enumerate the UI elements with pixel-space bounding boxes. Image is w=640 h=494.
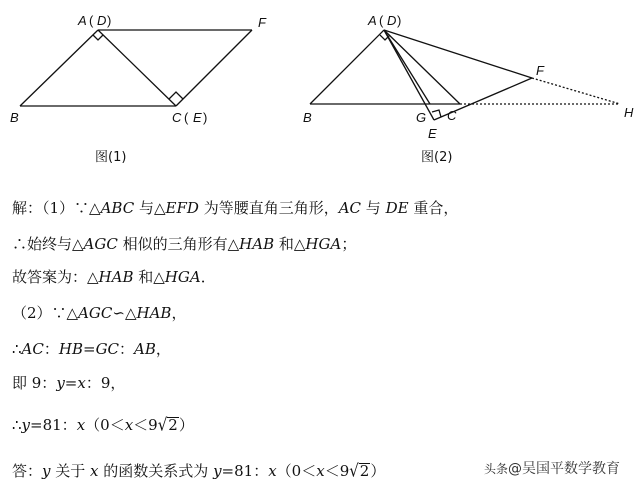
- text: 答：: [12, 462, 43, 480]
- watermark-prefix: 头条: [483, 462, 508, 476]
- fig1-label-e: E: [193, 110, 202, 125]
- math: AC: [338, 199, 362, 217]
- fig1-label-d: D: [97, 13, 107, 28]
- math: y: [56, 374, 65, 392]
- fig2-label-h: H: [624, 105, 634, 120]
- text: ：: [43, 340, 59, 358]
- figure-1-labels: [10, 13, 267, 165]
- sqrt-radicand: 2: [168, 416, 178, 434]
- sqrt-radicand: 2: [359, 462, 370, 480]
- math: y: [213, 462, 222, 480]
- text: 和△: [133, 268, 165, 286]
- fig2-line-ac: [384, 30, 460, 104]
- math: x: [77, 374, 86, 392]
- fig1-caption: 图(1): [95, 150, 127, 165]
- text: ∽△: [112, 304, 137, 322]
- math: DE: [385, 199, 409, 217]
- fig2-label-g: G: [416, 110, 427, 125]
- math: ABC: [100, 199, 135, 217]
- solution-line-6: [12, 372, 125, 393]
- math: GC: [95, 340, 120, 358]
- geometry-figures: [0, 0, 640, 175]
- text: =: [64, 374, 78, 392]
- text: 与△: [134, 199, 166, 217]
- text: ；: [341, 235, 357, 253]
- math: x: [124, 416, 134, 434]
- math: HGA: [305, 235, 342, 253]
- fig1-label-paren-open-e: (: [184, 110, 189, 125]
- math: HB: [58, 340, 83, 358]
- watermark: [484, 458, 620, 478]
- math: x: [90, 462, 99, 480]
- text: 关于: [50, 462, 91, 480]
- fig1-right-angle-c: [169, 92, 183, 99]
- math: AGC: [83, 235, 118, 253]
- text: （0＜: [85, 416, 125, 434]
- text: =: [82, 340, 96, 358]
- text: 为等腰直角三角形，: [198, 199, 339, 217]
- watermark-text: @吴国平数学教育: [508, 461, 620, 477]
- text: ）: [178, 416, 194, 434]
- fig2-label-e: E: [428, 126, 437, 141]
- fig2-label-f: F: [536, 63, 544, 78]
- fig1-line-cf: [176, 30, 252, 106]
- fig1-label-c: C: [172, 110, 182, 125]
- text: 的函数关系式为: [98, 462, 214, 480]
- fig2-line-ba: [310, 30, 384, 104]
- text: =81：: [30, 416, 77, 434]
- sqrt-symbol: √: [349, 460, 359, 482]
- fig1-right-angle-a: [93, 35, 103, 40]
- text: 相似的三角形有△: [117, 235, 240, 253]
- fig2-right-angle-e: [432, 110, 441, 117]
- math: x: [268, 462, 277, 480]
- fig2-label-paren-close: ): [397, 13, 402, 28]
- fig1-label-a: A: [78, 13, 87, 28]
- math: x: [76, 416, 86, 434]
- math: y: [42, 462, 51, 480]
- text: （0＜: [276, 462, 317, 480]
- solution-line-4: [12, 302, 186, 323]
- fig2-label-b: B: [303, 110, 312, 125]
- fig2-label-paren-open: (: [379, 13, 384, 28]
- solution-line-3: [12, 266, 216, 287]
- text: =81：: [221, 462, 269, 480]
- math: HAB: [98, 268, 134, 286]
- fig1-label-b: B: [10, 110, 19, 125]
- solution-line-1: [12, 197, 458, 218]
- math: EFD: [165, 199, 199, 217]
- math: HGA: [164, 268, 201, 286]
- text: 故答案为：△: [12, 268, 99, 286]
- math: y: [21, 416, 31, 434]
- text: ，: [155, 340, 171, 358]
- fig2-label-c: C: [447, 108, 457, 123]
- text: ）: [370, 462, 386, 480]
- figure-2-labels: [303, 13, 634, 165]
- figure-2: [310, 30, 620, 120]
- text: 与: [361, 199, 386, 217]
- text: 解：（1）∵△: [12, 199, 101, 217]
- sqrt-symbol: √: [157, 414, 168, 436]
- text: ．: [200, 268, 216, 286]
- math: AGC: [78, 304, 113, 322]
- fig1-label-f: F: [258, 15, 266, 30]
- text: ∴: [12, 340, 22, 358]
- fig2-label-d: D: [387, 13, 397, 28]
- fig1-label-paren-close-e: ): [203, 110, 208, 125]
- text: （2）∵△: [12, 304, 79, 322]
- fig1-label-paren-open: (: [89, 13, 94, 28]
- text: ，: [171, 304, 187, 322]
- math: HAB: [136, 304, 172, 322]
- text: ＜9: [324, 462, 350, 480]
- fig1-line-ba: [20, 30, 98, 106]
- text: ∴: [12, 416, 22, 434]
- figure-1: [20, 30, 252, 106]
- solution-line-5: [12, 338, 171, 359]
- text: 即 9：: [12, 374, 57, 392]
- fig1-line-ac: [98, 30, 176, 106]
- fig1-label-paren-close: ): [107, 13, 112, 28]
- text: ：: [119, 340, 135, 358]
- fig2-label-a: A: [368, 13, 377, 28]
- math: HAB: [239, 235, 275, 253]
- solution-line-8: [12, 460, 385, 481]
- fig2-line-fh-dotted: [532, 78, 620, 104]
- text: ＜9: [133, 416, 158, 434]
- text: 和△: [274, 235, 306, 253]
- solution-line-7: [12, 414, 194, 435]
- math: AC: [21, 340, 44, 358]
- math: AB: [134, 340, 156, 358]
- fig2-caption: 图(2): [421, 150, 453, 165]
- text: ∴始终与△: [12, 235, 84, 253]
- text: 重合，: [408, 199, 459, 217]
- text: ：9，: [85, 374, 126, 392]
- solution-line-2: [12, 233, 356, 254]
- math: x: [316, 462, 325, 480]
